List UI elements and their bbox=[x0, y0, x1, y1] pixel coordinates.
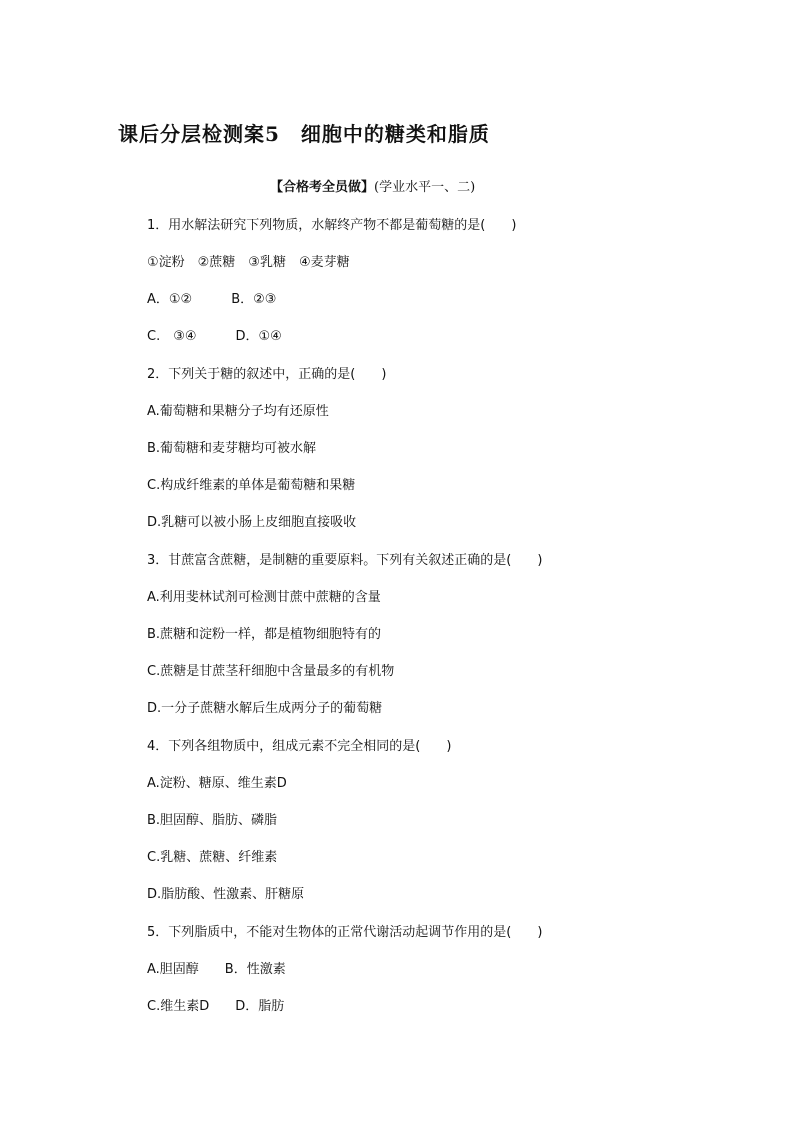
question-3-option-c: C.蔗糖是甘蔗茎秆细胞中含量最多的有机物 bbox=[147, 664, 395, 679]
question-3-stem: 3．甘蔗富含蔗糖，是制糖的重要原料。下列有关叙述正确的是( ) bbox=[147, 553, 543, 568]
question-4-option-d: D.脂肪酸、性激素、肝糖原 bbox=[147, 887, 305, 902]
question-3-option-d: D.一分子蔗糖水解后生成两分子的葡萄糖 bbox=[147, 701, 383, 716]
question-5-stem: 5．下列脂质中，不能对生物体的正常代谢活动起调节作用的是( ) bbox=[147, 925, 543, 940]
question-4-option-a: A.淀粉、糖原、维生素D bbox=[147, 776, 287, 791]
question-1-options-ab: A．①② B．②③ bbox=[147, 292, 277, 307]
question-2-option-c: C.构成纤维素的单体是葡萄糖和果糖 bbox=[147, 478, 356, 493]
section-subtitle-bold: 【合格考全员做】 bbox=[270, 180, 375, 195]
question-3-option-b: B.蔗糖和淀粉一样，都是植物细胞特有的 bbox=[147, 627, 382, 642]
question-3-option-a: A.利用斐林试剂可检测甘蔗中蔗糖的含量 bbox=[147, 590, 381, 605]
section-subtitle-normal: (学业水平一、二) bbox=[374, 180, 476, 195]
question-4-stem: 4．下列各组物质中，组成元素不完全相同的是( ) bbox=[147, 739, 452, 754]
question-1-options-cd: C. ③④ D．①④ bbox=[147, 329, 282, 344]
page-title: 课后分层检测案5 细胞中的糖类和脂质 bbox=[118, 122, 490, 146]
question-2-option-b: B.葡萄糖和麦芽糖均可被水解 bbox=[147, 441, 317, 456]
question-4-option-c: C.乳糖、蔗糖、纤维素 bbox=[147, 850, 278, 865]
question-5-options-cd: C.维生素D D．脂肪 bbox=[147, 999, 285, 1014]
question-1-stem: 1．用水解法研究下列物质，水解终产物不都是葡萄糖的是( ) bbox=[147, 218, 517, 233]
section-subtitle bbox=[270, 176, 475, 195]
question-2-stem: 2．下列关于糖的叙述中，正确的是( ) bbox=[147, 367, 387, 382]
question-4-option-b: B.胆固醇、脂肪、磷脂 bbox=[147, 813, 278, 828]
question-2-option-a: A.葡萄糖和果糖分子均有还原性 bbox=[147, 404, 329, 419]
question-2-option-d: D.乳糖可以被小肠上皮细胞直接吸收 bbox=[147, 515, 357, 530]
question-1-items: ①淀粉 ②蔗糖 ③乳糖 ④麦芽糖 bbox=[147, 255, 350, 270]
question-5-options-ab: A.胆固醇 B．性激素 bbox=[147, 962, 286, 977]
